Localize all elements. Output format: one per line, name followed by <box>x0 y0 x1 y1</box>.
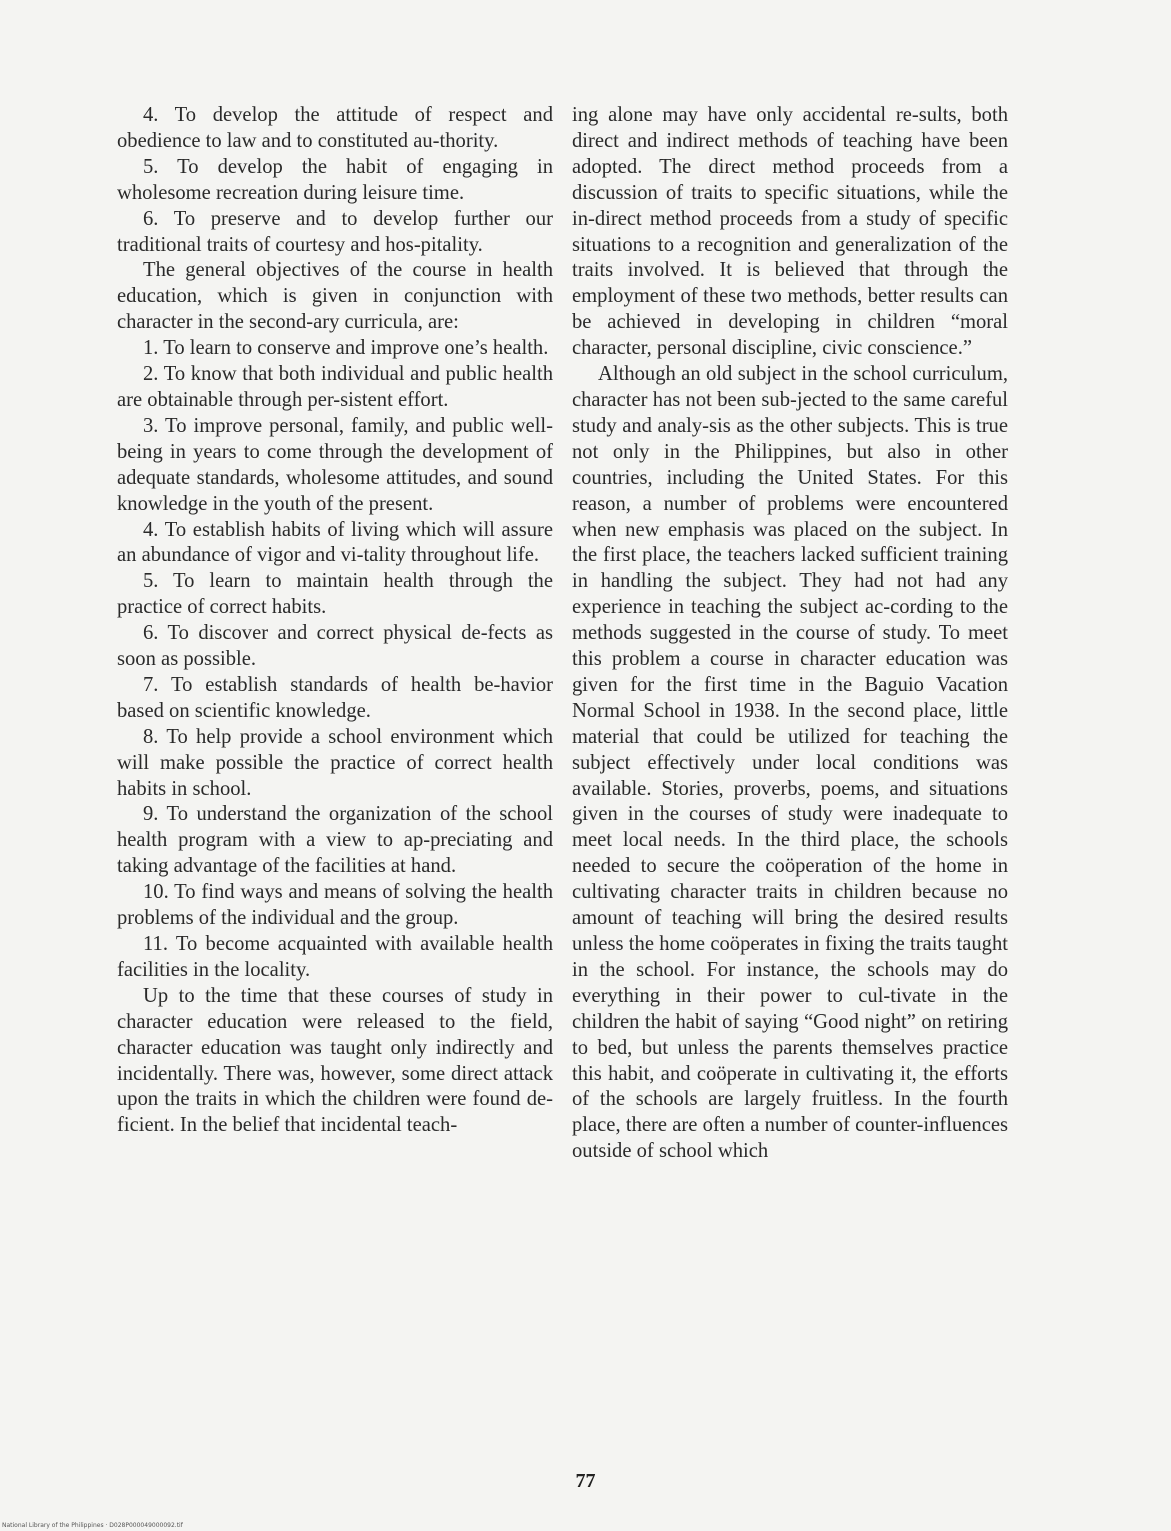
paragraph: 2. To know that both individual and public health are obtainable through per-sistent effort. <box>117 363 553 411</box>
page-number: 77 <box>575 1470 596 1492</box>
paragraph-continued: ing alone may have only accidental re-sults, both direct and indirect methods of teaching have been adopted. The direct method proceeds from a discussion of traits to specific situations, while the in-direct method proceeds from a study of specific situations to a recognition and generalization of the traits involved. It is believed that through the employment of these two methods, better results can be achieved in developing in children “moral character, personal discipline, civic conscience.” <box>572 104 1008 360</box>
paragraph: 7. To establish standards of health be-havior based on scientific knowledge. <box>117 673 553 722</box>
paragraph: 6. To preserve and to develop further our traditional traits of courtesy and hos-pitality. <box>117 207 553 256</box>
paragraph: 6. To discover and correct physical de-fects as soon as possible. <box>117 622 553 671</box>
paragraph: 4. To establish habits of living which will assure an abundance of vigor and vi-tality throughout life. <box>117 518 553 567</box>
paragraph: 5. To learn to maintain health through the practice of correct habits. <box>117 570 553 619</box>
paragraph: Although an old subject in the school curriculum, character has not been sub-jected to the same careful study and analy-sis as the other subjects. This is true not only in the Philippines, but also in other countries, including the United States. For this reason, a number of problems were encountered when new emphasis was placed on the subject. In the first place, the teachers lacked sufficient training in handling the subject. They had not had any experience in teaching the subject ac-cording to the methods suggested in the course of study. To meet this problem a course in character education was given for the first time in the Baguio Vacation Normal School in 1938. In the second place, little material that could be utilized for teaching the subject effectively under local conditions was available. Stories, proverbs, poems, and situations given in the courses of study were inadequate to meet local needs. In the third place, the schools needed to secure the coöperation of the home in cultivating character traits in children because no amount of teaching will bring the desired results unless the home coöperates in fixing the traits taught in the school. For instance, the schools may do everything in their power to cul-tivate in the children the habit of saying “Good night” on retiring to bed, but unless the parents themselves practice this habit, and coöperate in cultivating it, the efforts of the schools are largely fruitless. In the fourth place, there are often a number of counter-influences outside of school which <box>572 363 1008 1163</box>
paragraph: 4. To develop the attitude of respect and obedience to law and to constituted au-thority. <box>117 104 553 152</box>
paragraph: 5. To develop the habit of engaging in wholesome recreation during leisure time. <box>117 155 553 204</box>
right-text-column <box>572 103 1008 1165</box>
paragraph: 3. To improve personal, family, and public well-being in years to come through the development of adequate standards, wholesome attitudes, and sound knowledge in the youth of the present. <box>117 414 553 515</box>
scan-footer-note: National Library of the Philippines · D028P000049000092.tif <box>2 1522 183 1529</box>
paragraph: 8. To help provide a school environment which will make possible the practice of correct health habits in school. <box>117 725 553 800</box>
paragraph: 10. To find ways and means of solving the health problems of the individual and the group. <box>117 881 553 930</box>
paragraph: Up to the time that these courses of study in character education were released to the field, character education was taught only indirectly and incidentally. There was, however, some direct attack upon the traits in which the children were found de-ficient. In the belief that incidental teach- <box>117 984 553 1137</box>
paragraph: 9. To understand the organization of the school health program with a view to ap-preciating and taking advantage of the facilities at hand. <box>117 803 553 878</box>
paragraph: 1. To learn to conserve and improve one’s health. <box>143 337 549 360</box>
left-text-column <box>117 103 553 1139</box>
paragraph: The general objectives of the course in health education, which is given in conjunction with character in the second-ary curricula, are: <box>117 259 553 334</box>
paragraph: 11. To become acquainted with available health facilities in the locality. <box>117 933 553 981</box>
